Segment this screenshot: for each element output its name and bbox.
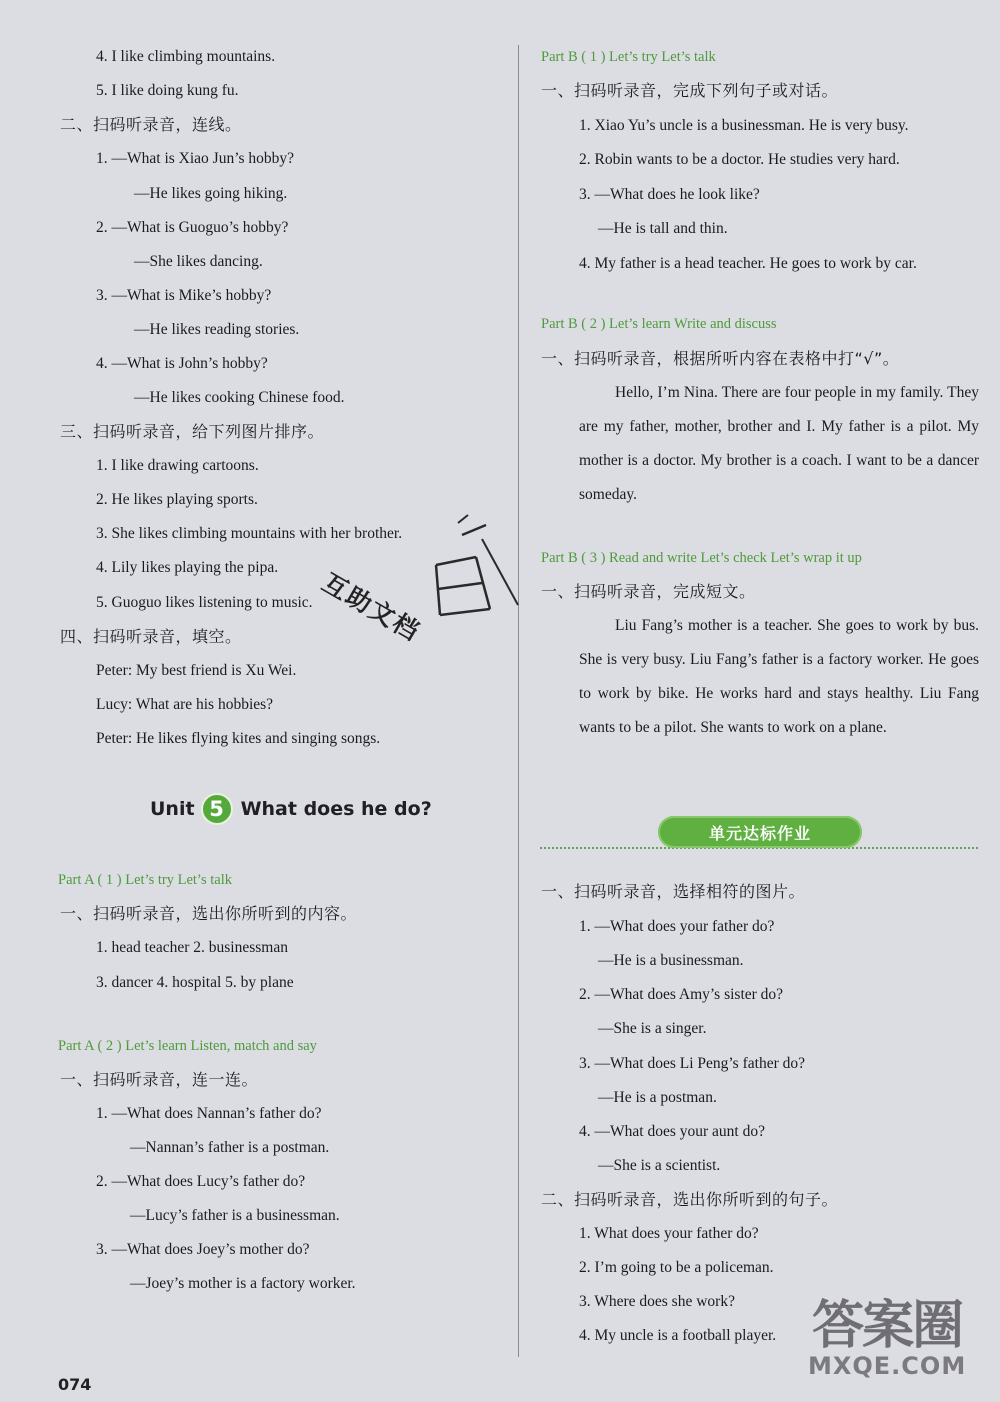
list-item: 1. —What does Nannan’s father do? bbox=[96, 1105, 322, 1122]
dialogue-line: Peter: My best friend is Xu Wei. bbox=[96, 662, 297, 679]
list-item: —He is tall and thin. bbox=[598, 220, 728, 237]
part-label: Part B ( 3 ) Read and write Let’s check Let’s wrap it up bbox=[541, 550, 862, 566]
section-heading: 一、扫码听录音，选出你所听到的内容。 bbox=[60, 904, 358, 923]
list-item: 2. Robin wants to be a doctor. He studies very hard. bbox=[579, 151, 900, 168]
list-item: 5. I like doing kung fu. bbox=[96, 82, 239, 99]
paragraph: Liu Fang’s mother is a teacher. She goes to work by bus. She is very busy. Liu Fang’s father is a factory worker. He goes to work by bike. He works hard and stays healthy. Liu Fang wants to be a pilot. She wants to work on a plane. bbox=[579, 617, 979, 736]
list-item: 2. —What does Lucy’s father do? bbox=[96, 1173, 306, 1190]
list-item: 3. dancer 4. hospital 5. by plane bbox=[96, 974, 294, 991]
unit-heading: What does he do? bbox=[240, 798, 432, 820]
list-item: —She is a scientist. bbox=[598, 1157, 721, 1174]
stamp-stroke bbox=[438, 583, 482, 589]
list-item: —She likes dancing. bbox=[134, 253, 263, 270]
column-divider bbox=[518, 45, 519, 1357]
section-heading: 一、扫码听录音，完成下列句子或对话。 bbox=[541, 81, 839, 100]
list-item: 4. I like climbing mountains. bbox=[96, 48, 276, 65]
list-item: 5. Guoguo likes listening to music. bbox=[96, 594, 313, 611]
list-item: 4. —What is John’s hobby? bbox=[96, 355, 268, 372]
dialogue-line: Lucy: What are his hobbies? bbox=[96, 696, 274, 713]
list-item: 3. —What does he look like? bbox=[579, 186, 760, 203]
list-item: 3. —What is Mike’s hobby? bbox=[96, 287, 272, 304]
list-item: 3. She likes climbing mountains with her brother. bbox=[96, 525, 403, 542]
part-label: Part B ( 2 ) Let’s learn Write and discuss bbox=[541, 316, 777, 332]
dialogue-line: Peter: He likes flying kites and singing songs. bbox=[96, 730, 381, 747]
list-item: —He likes going hiking. bbox=[134, 185, 288, 202]
stamp-stroke bbox=[462, 525, 486, 535]
list-item: 1. What does your father do? bbox=[579, 1225, 759, 1242]
list-item: —He is a postman. bbox=[598, 1089, 717, 1106]
list-item: 4. My uncle is a football player. bbox=[579, 1327, 777, 1344]
paragraph: Hello, I’m Nina. There are four people in my family. They are my father, mother, brother and I. My father is a pilot. My mother is a doctor. My brother is a coach. I want to be a dancer someday. bbox=[579, 384, 979, 503]
list-item: 3. Where does she work? bbox=[579, 1293, 735, 1310]
part-label: Part A ( 1 ) Let’s try Let’s talk bbox=[58, 872, 232, 888]
stamp-graphic bbox=[396, 505, 526, 675]
list-item: 1. —What is Xiao Jun’s hobby? bbox=[96, 150, 295, 167]
list-item: 3. —What does Joey’s mother do? bbox=[96, 1241, 310, 1258]
list-item: —Nannan’s father is a postman. bbox=[130, 1139, 330, 1156]
part-label: Part A ( 2 ) Let’s learn Listen, match and say bbox=[58, 1038, 317, 1054]
list-item: 2. —What does Amy’s sister do? bbox=[579, 986, 784, 1003]
list-item: —He likes reading stories. bbox=[134, 321, 300, 338]
unit-prefix: Unit bbox=[150, 798, 195, 820]
section-heading: 二、扫码听录音，连线。 bbox=[60, 115, 242, 134]
unit-test-banner: 单元达标作业 bbox=[658, 816, 862, 848]
list-item: —She is a singer. bbox=[598, 1020, 707, 1037]
list-item: 1. Xiao Yu’s uncle is a businessman. He is very busy. bbox=[579, 117, 909, 134]
list-item: —Lucy’s father is a businessman. bbox=[130, 1207, 340, 1224]
page-number: 074 bbox=[58, 1375, 92, 1394]
list-item: 1. I like drawing cartoons. bbox=[96, 457, 259, 474]
section-heading: 三、扫码听录音，给下列图片排序。 bbox=[60, 422, 325, 441]
section-heading: 一、扫码听录音，选择相符的图片。 bbox=[541, 882, 806, 901]
unit-title bbox=[150, 792, 432, 826]
unit-number-badge: 5 bbox=[201, 793, 233, 825]
list-item: 4. —What does your aunt do? bbox=[579, 1123, 765, 1140]
list-item: 4. My father is a head teacher. He goes to work by car. bbox=[579, 255, 917, 272]
list-item: 3. —What does Li Peng’s father do? bbox=[579, 1055, 805, 1072]
site-watermark bbox=[808, 1296, 967, 1380]
list-item: 1. —What does your father do? bbox=[579, 918, 775, 935]
stamp-stroke bbox=[436, 557, 476, 565]
list-item: 2. He likes playing sports. bbox=[96, 491, 258, 508]
section-heading: 四、扫码听录音，填空。 bbox=[60, 627, 242, 646]
section-heading: 一、扫码听录音，根据所听内容在表格中打“√”。 bbox=[541, 349, 900, 368]
section-heading: 一、扫码听录音，完成短文。 bbox=[541, 582, 756, 601]
watermark-url: MXQE.COM bbox=[808, 1352, 967, 1380]
stamp-stroke bbox=[458, 515, 468, 523]
list-item: 1. head teacher 2. businessman bbox=[96, 939, 288, 956]
list-item: 4. Lily likes playing the pipa. bbox=[96, 559, 279, 576]
stamp-text: 互助文档 bbox=[317, 567, 426, 647]
watermark-logo-text: 答案圈 bbox=[812, 1296, 963, 1356]
stamp-stroke bbox=[440, 609, 490, 615]
section-heading: 一、扫码听录音，连一连。 bbox=[60, 1070, 259, 1089]
list-item: —He is a businessman. bbox=[598, 952, 744, 969]
list-item: 2. I’m going to be a policeman. bbox=[579, 1259, 774, 1276]
list-item: —He likes cooking Chinese food. bbox=[134, 389, 345, 406]
list-item: —Joey’s mother is a factory worker. bbox=[130, 1275, 356, 1292]
list-item: 2. —What is Guoguo’s hobby? bbox=[96, 219, 289, 236]
section-heading: 二、扫码听录音，选出你所听到的句子。 bbox=[541, 1190, 839, 1209]
part-label: Part B ( 1 ) Let’s try Let’s talk bbox=[541, 49, 716, 65]
